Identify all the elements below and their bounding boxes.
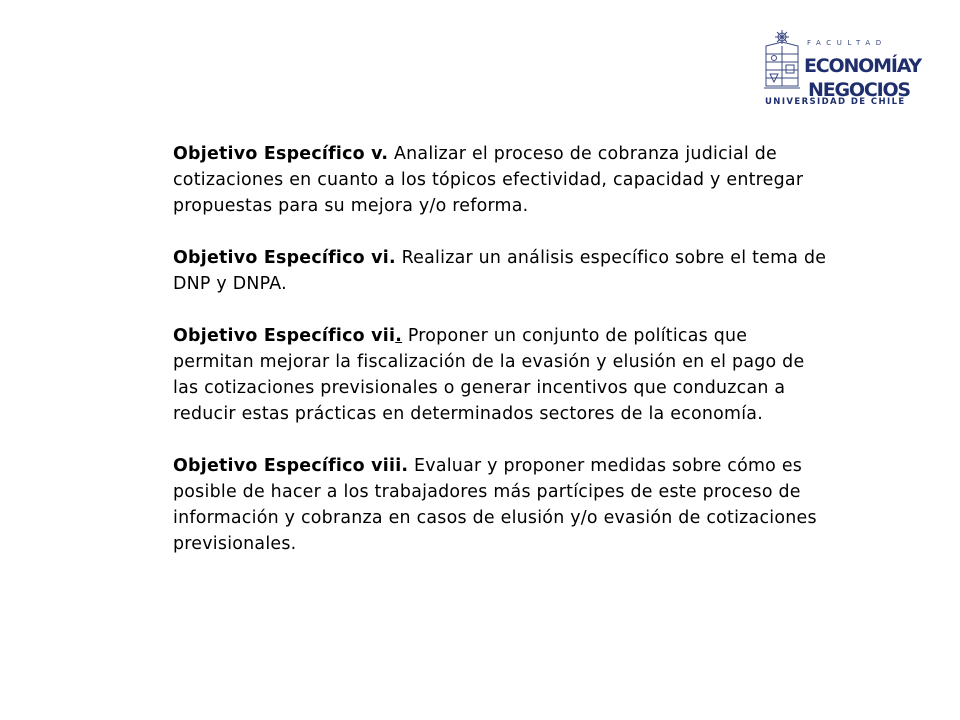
objective-label: Objetivo Específico v. bbox=[173, 144, 389, 164]
objective-paragraph-vi bbox=[173, 245, 833, 297]
logo-university-text: UNIVERSIDAD DE CHILE bbox=[765, 97, 906, 107]
objective-text: Evaluar y proponer medidas sobre cómo es posible de hacer a los trabajadores más partícipes de este proceso de información y cobranza en casos de elusión y/o evasión de cotizaciones previsionales. bbox=[173, 456, 817, 554]
logo-economia-text: ECONOMÍAY bbox=[804, 55, 921, 77]
objective-paragraph-viii bbox=[173, 453, 833, 557]
objective-label-underlined-period: . bbox=[395, 326, 403, 346]
objective-text: Analizar el proceso de cobranza judicial de cotizaciones en cuanto a los tópicos efectividad, capacidad y entregar propuestas para su mejora y/o reforma. bbox=[173, 144, 804, 216]
faculty-logo bbox=[762, 26, 921, 110]
logo-faculty-text: FACULTAD bbox=[807, 39, 887, 47]
objective-paragraph-v bbox=[173, 141, 833, 219]
objective-label: Objetivo Específico vii bbox=[173, 326, 396, 346]
objective-label: Objetivo Específico viii. bbox=[173, 456, 409, 476]
objectives-text-block bbox=[173, 141, 833, 583]
logo-negocios-text: NEGOCIOS bbox=[808, 79, 910, 101]
objective-label: Objetivo Específico vi. bbox=[173, 248, 396, 268]
objective-text: Realizar un análisis específico sobre el tema de DNP y DNPA. bbox=[173, 248, 827, 294]
objective-paragraph-vii bbox=[173, 323, 833, 427]
objective-text: Proponer un conjunto de políticas que permitan mejorar la fiscalización de la evasión y elusión en el pago de las cotizaciones previsionales o generar incentivos que conduzcan a reducir estas prácticas en determinados sectores de la economía. bbox=[173, 326, 805, 424]
